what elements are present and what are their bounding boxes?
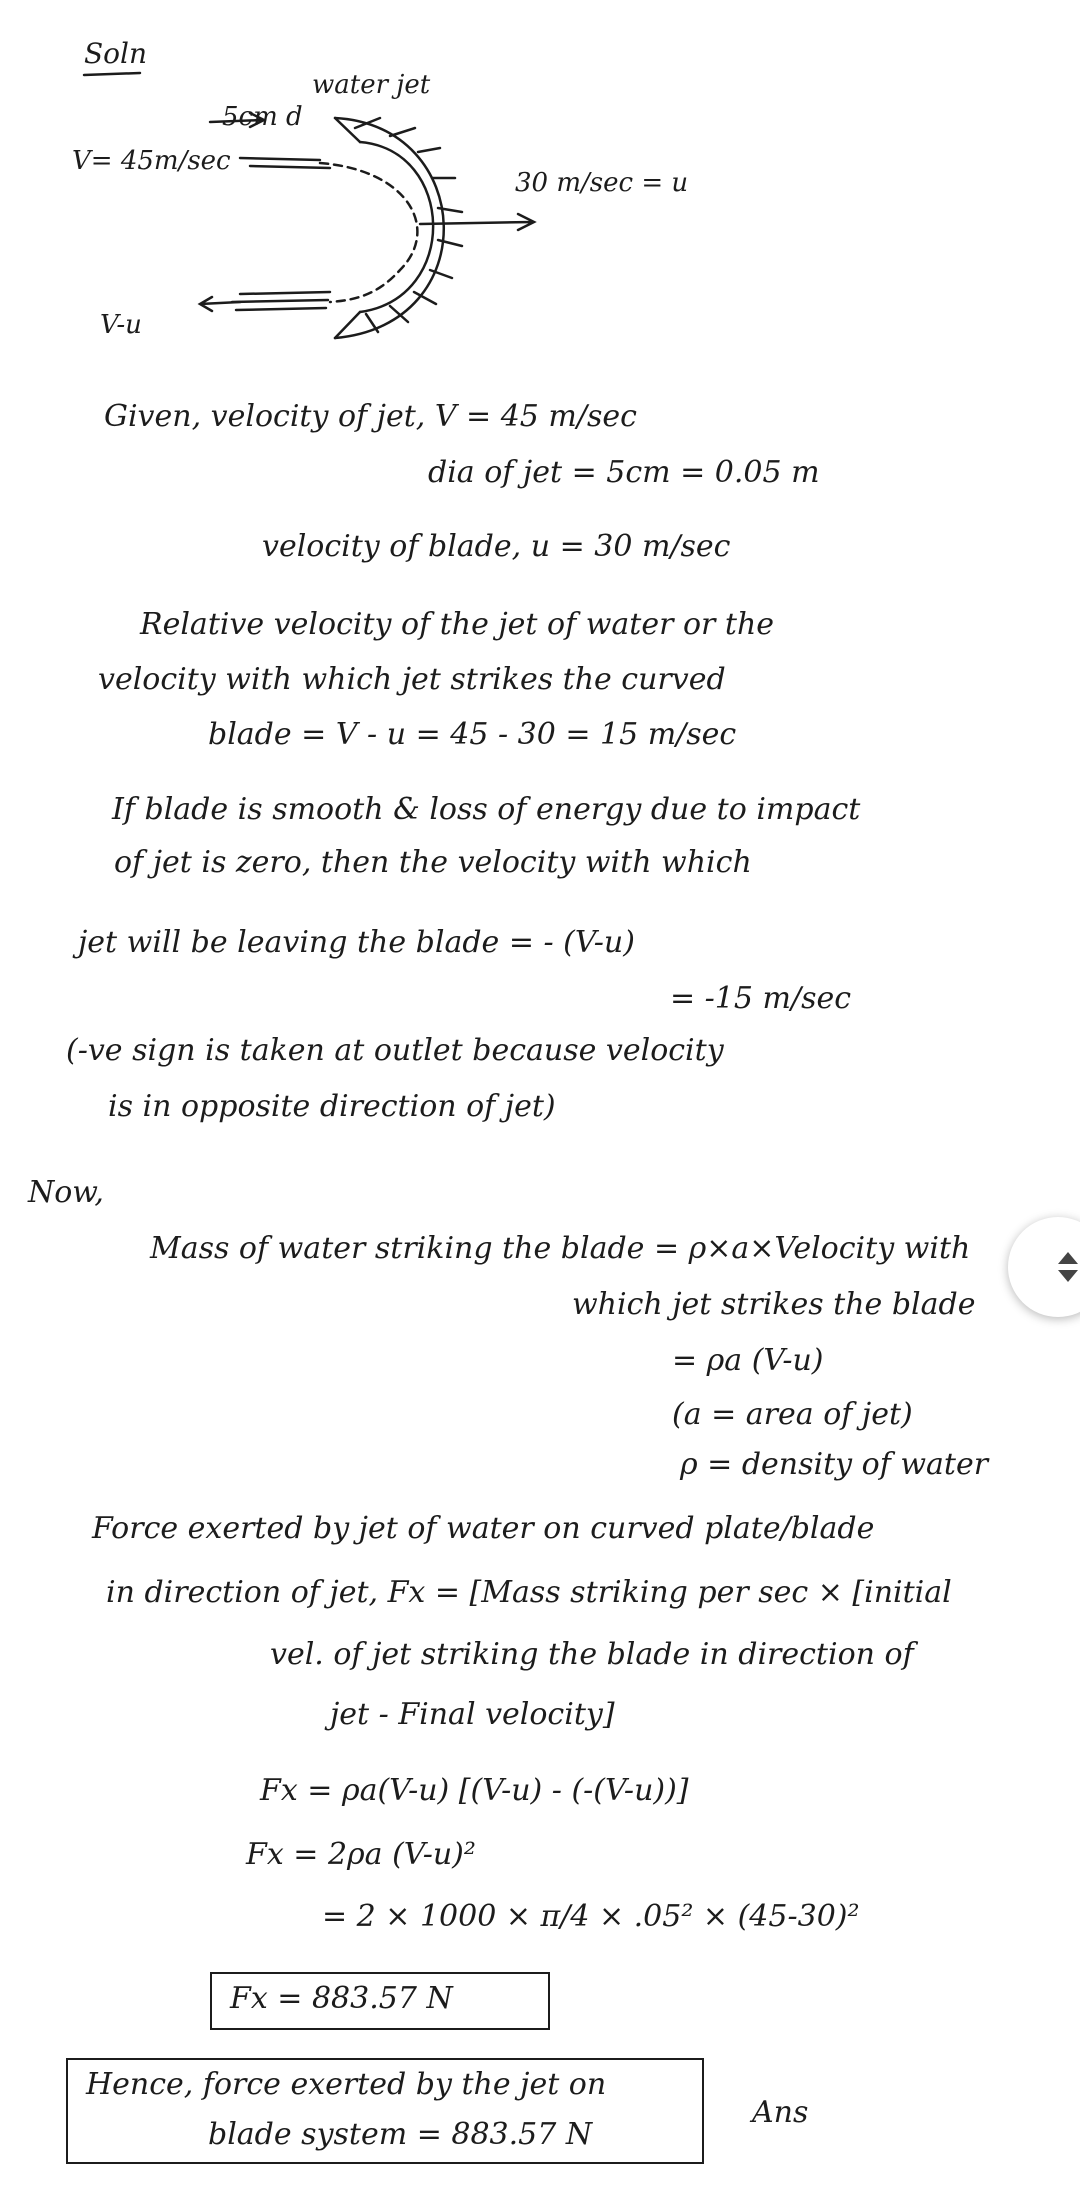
force-equation-1: Fx = ρa(V-u) [(V-u) - (-(V-u))] bbox=[260, 1773, 689, 1808]
jet-diameter-label: 5cm d bbox=[222, 102, 303, 132]
blade-velocity-label: 30 m/sec = u bbox=[515, 168, 689, 198]
relative-line-2: velocity with which jet strikes the curved bbox=[98, 662, 726, 697]
force-line-2: in direction of jet, Fx = [Mass striking per sec × [initial bbox=[106, 1575, 952, 1610]
water-jet-label: water jet bbox=[312, 70, 431, 100]
mass-line-2: which jet strikes the blade bbox=[572, 1287, 976, 1322]
given-velocity: Given, velocity of jet, V = 45 m/sec bbox=[104, 399, 637, 434]
mass-line-4: (a = area of jet) bbox=[672, 1397, 913, 1432]
outgoing-arrow bbox=[200, 297, 240, 311]
answer-line-2: blade system = 883.57 N bbox=[208, 2117, 593, 2152]
smooth-line-3: jet will be leaving the blade = - (V-u) bbox=[78, 925, 635, 960]
answer-line-1: Hence, force exerted by the jet on bbox=[86, 2067, 607, 2102]
smooth-line-4: = -15 m/sec bbox=[670, 981, 852, 1016]
jet-velocity-label: V= 45m/sec bbox=[72, 146, 231, 176]
now-label: Now, bbox=[28, 1175, 104, 1210]
smooth-line-5: (-ve sign is taken at outlet because velocity bbox=[66, 1033, 724, 1068]
solution-heading: Soln bbox=[84, 37, 148, 70]
mass-line-5: ρ = density of water bbox=[680, 1447, 989, 1482]
outgoing-jet-lines bbox=[232, 292, 330, 310]
answer-label: Ans bbox=[752, 2095, 809, 2130]
incoming-jet-lines bbox=[240, 158, 330, 168]
mass-line-1: Mass of water striking the blade = ρ×a×Velocity with bbox=[150, 1231, 971, 1266]
scroll-nav-button[interactable] bbox=[1008, 1217, 1080, 1317]
force-line-4: jet - Final velocity] bbox=[330, 1697, 615, 1732]
force-line-3: vel. of jet striking the blade in direction of bbox=[270, 1637, 914, 1672]
smooth-line-1: If blade is smooth & loss of energy due to impact bbox=[112, 792, 861, 827]
heading-underline bbox=[84, 73, 140, 75]
force-equation-2: Fx = 2ρa (V-u)² bbox=[246, 1837, 476, 1872]
given-blade-velocity: velocity of blade, u = 30 m/sec bbox=[262, 529, 731, 564]
given-diameter: dia of jet = 5cm = 0.05 m bbox=[428, 455, 820, 490]
blade-caps bbox=[335, 118, 360, 338]
mass-line-3: = ρa (V-u) bbox=[672, 1343, 824, 1378]
relative-line-1: Relative velocity of the jet of water or the bbox=[140, 607, 775, 642]
force-equation-3: = 2 × 1000 × π/4 × .05² × (45-30)² bbox=[322, 1899, 860, 1934]
blade-inner-curve bbox=[360, 142, 433, 312]
chevron-up-icon[interactable] bbox=[1058, 1252, 1078, 1264]
smooth-line-2: of jet is zero, then the velocity with which bbox=[114, 845, 752, 880]
blade-motion-arrow bbox=[420, 214, 534, 230]
jet-flow-dashed bbox=[320, 163, 417, 302]
blade-hatching bbox=[355, 118, 462, 332]
force-result: Fx = 883.57 N bbox=[230, 1981, 453, 2016]
chevron-down-icon[interactable] bbox=[1058, 1270, 1078, 1282]
smooth-line-6: is in opposite direction of jet) bbox=[108, 1089, 556, 1124]
force-line-1: Force exerted by jet of water on curved plate/blade bbox=[92, 1511, 875, 1546]
outlet-velocity-label: V-u bbox=[100, 310, 142, 340]
relative-line-3: blade = V - u = 45 - 30 = 15 m/sec bbox=[208, 717, 737, 752]
